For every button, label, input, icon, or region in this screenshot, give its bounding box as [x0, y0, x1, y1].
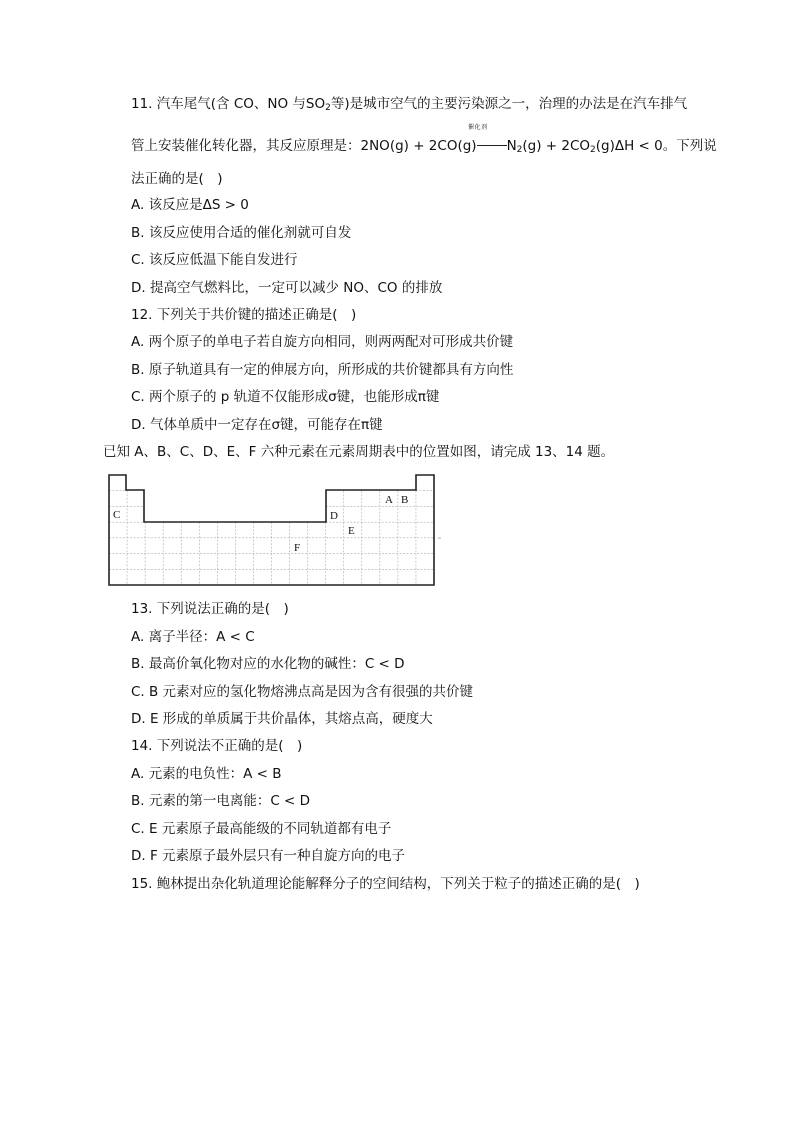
catalyst-label: 催化剂: [468, 124, 488, 131]
q14-option-b: B. 元素的第一电离能：C < D: [131, 793, 311, 809]
q12-option-d: D. 气体单质中一定存在σ键，可能存在π键: [131, 417, 383, 433]
table-intro: 已知 A、B、C、D、E、F 六种元素在元素周期表中的位置如图，请完成 13、14 题。: [103, 444, 615, 460]
q13-option-b: B. 最高价氧化物对应的水化物的碱性：C < D: [131, 656, 405, 672]
q14-option-d: D. F 元素原子最外层只有一种自旋方向的电子: [131, 848, 406, 864]
q15-stem: 15. 鲍林提出杂化轨道理论能解释分子的空间结构，下列关于粒子的描述正确的是( ): [131, 876, 640, 892]
q11-option-a: A. 该反应是ΔS > 0: [131, 197, 249, 213]
q11-stem-line1: 11. 汽车尾气(含 CO、NO 与$SO_2$等)是城市空气的主要污染源之一，治理的办法是在汽车排气: [131, 96, 688, 113]
q11-option-d: D. 提高空气燃料比，一定可以减少 NO、CO 的排放: [131, 280, 443, 296]
element-label-a: A: [385, 494, 393, 506]
q14-option-c: C. E 元素原子最高能级的不同轨道都有电子: [131, 821, 392, 837]
reaction-arrow: [477, 145, 507, 146]
q11-option-b: B. 该反应使用合适的催化剂就可自发: [131, 225, 352, 241]
element-label-c: C: [113, 509, 121, 521]
periodic-table-figure: [108, 474, 442, 588]
q11-stem-line3: 法正确的是( ): [131, 171, 223, 187]
q11-stem-line2: 管上安装催化转化器，其反应原理是：2NO(g) + 2CO(g) $N_2(g) + 2CO_2(g)\Delta H < 0$。下列说: [131, 138, 717, 155]
q13-option-d: D. E 形成的单质属于共价晶体，其熔点高，硬度大: [131, 711, 433, 727]
q13-option-a: A. 离子半径：A < C: [131, 629, 255, 645]
q12-option-b: B. 原子轨道具有一定的伸展方向，所形成的共价键都具有方向性: [131, 362, 514, 378]
element-label-b: B: [401, 494, 409, 506]
q12-option-a: A. 两个原子的单电子若自旋方向相同，则两两配对可形成共价键: [131, 334, 514, 350]
q14-option-a: A. 元素的电负性：A < B: [131, 766, 282, 782]
q12-option-c: C. 两个原子的 p 轨道不仅能形成σ键，也能形成π键: [131, 389, 440, 405]
element-label-f: F: [294, 542, 301, 554]
q11-option-c: C. 该反应低温下能自发进行: [131, 252, 298, 268]
q13-stem: 13. 下列说法正确的是( ): [131, 601, 289, 617]
q14-stem: 14. 下列说法不正确的是( ): [131, 738, 303, 754]
element-label-e: E: [348, 525, 355, 537]
element-label-d: D: [330, 510, 338, 522]
q12-stem: 12. 下列关于共价键的描述正确是( ): [131, 307, 357, 323]
q13-option-c: C. B 元素对应的氢化物熔沸点高是因为含有很强的共价键: [131, 684, 474, 700]
